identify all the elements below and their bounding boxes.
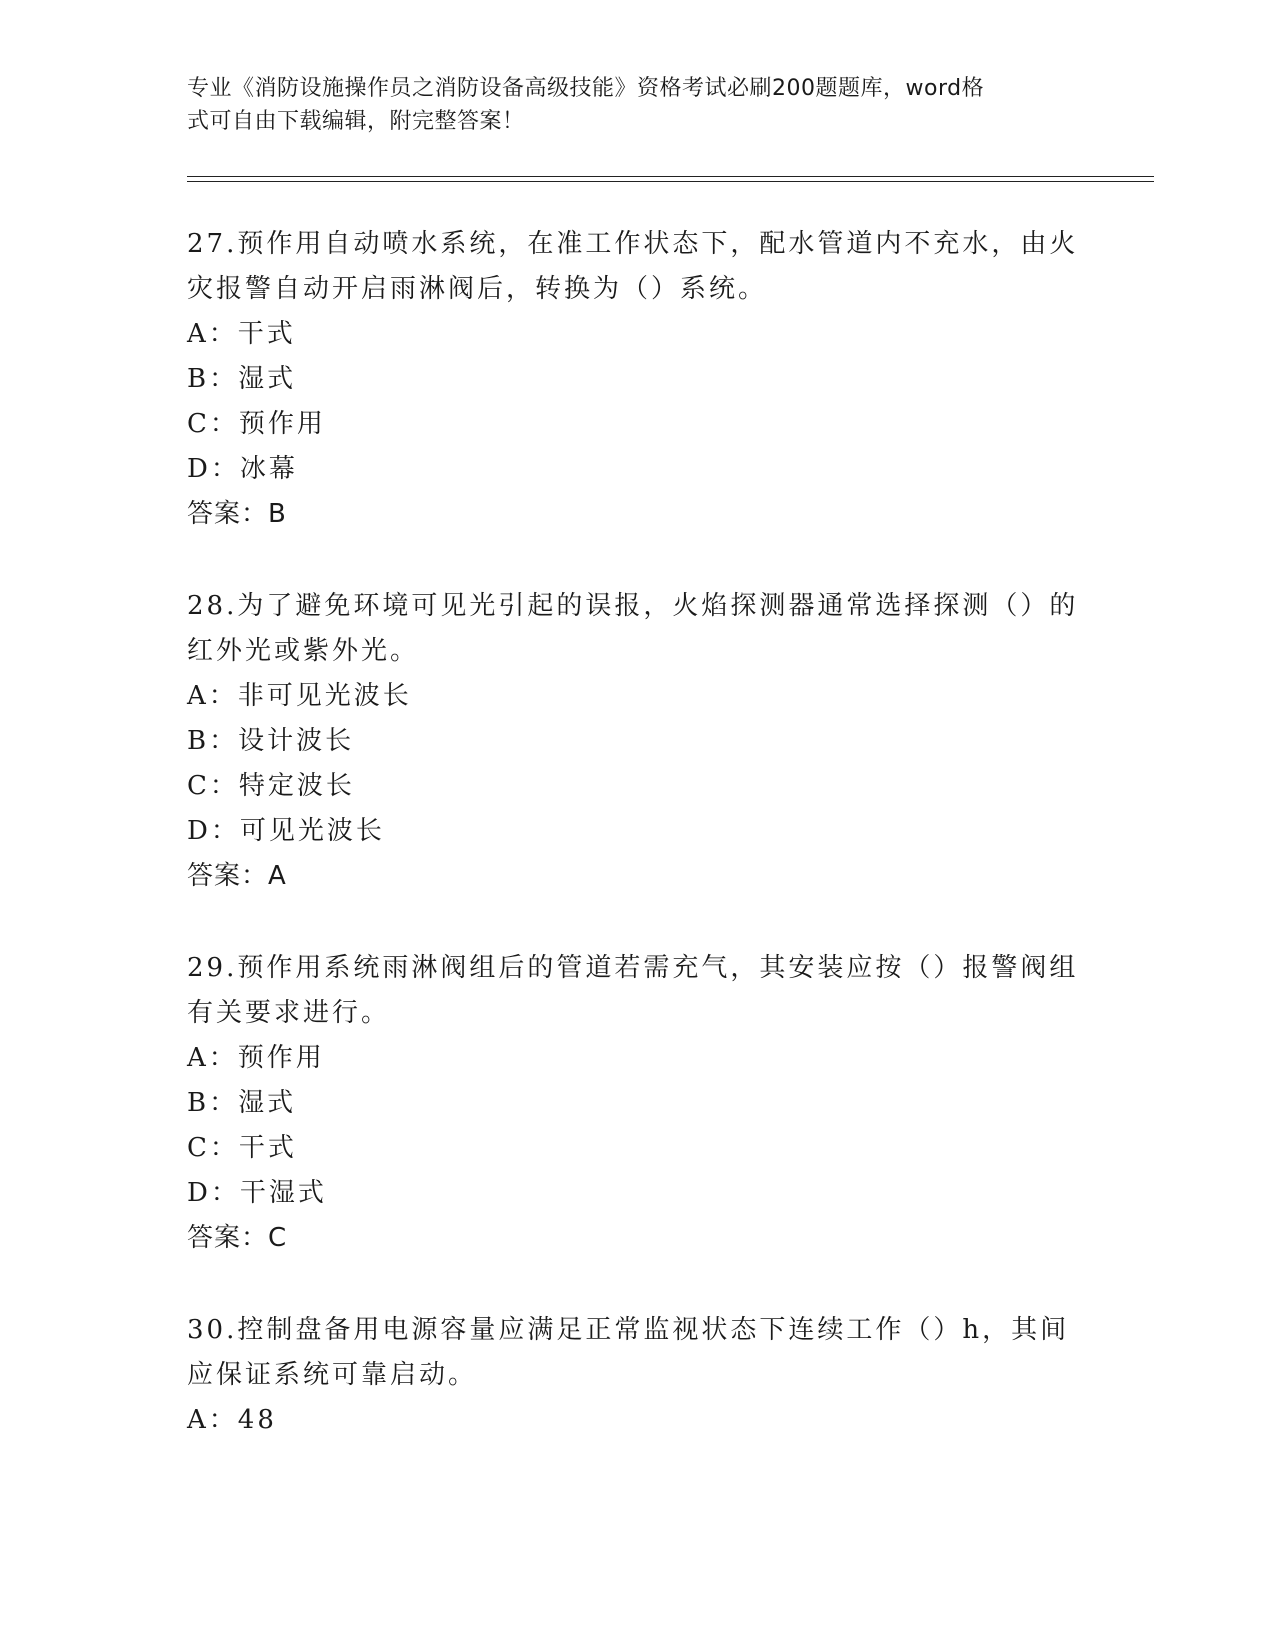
option-c: C：特定波长	[187, 771, 355, 801]
question-stem-line: 27.预作用自动喷水系统，在准工作状态下，配水管道内不充水，由火	[187, 229, 1079, 259]
option-a: A：非可见光波长	[187, 681, 412, 711]
header-line-1: 专业《消防设施操作员之消防设备高级技能》资格考试必刷200题题库，word格	[187, 76, 985, 101]
header-line-2: 式可自由下载编辑，附完整答案！	[187, 109, 525, 134]
option-d: D：冰幕	[187, 454, 298, 484]
question-stem	[187, 1308, 1087, 1398]
question-stem	[187, 946, 1087, 1036]
question-stem-line: 红外光或紫外光。	[187, 636, 420, 666]
question-stem	[187, 584, 1087, 674]
option-d: D：干湿式	[187, 1178, 327, 1208]
question-stem-line: 灾报警自动开启雨淋阀后，转换为（）系统。	[187, 274, 768, 304]
question-28	[187, 584, 1087, 899]
option-c: C：干式	[187, 1133, 297, 1163]
option-b: B：湿式	[187, 364, 297, 394]
question-30	[187, 1308, 1087, 1443]
option-b: B：湿式	[187, 1088, 297, 1118]
option-a: A：48	[187, 1405, 277, 1435]
question-stem	[187, 222, 1087, 312]
answer-line: 答案：B	[187, 499, 287, 529]
option-a: A：预作用	[187, 1043, 325, 1073]
question-stem-line: 应保证系统可靠启动。	[187, 1360, 478, 1390]
document-header	[187, 72, 1087, 138]
question-stem-line: 29.预作用系统雨淋阀组后的管道若需充气，其安装应按（）报警阀组	[187, 953, 1079, 983]
question-29	[187, 946, 1087, 1261]
question-27	[187, 222, 1087, 537]
option-b: B：设计波长	[187, 726, 355, 756]
question-stem-line: 有关要求进行。	[187, 998, 391, 1028]
question-stem-line: 30.控制盘备用电源容量应满足正常监视状态下连续工作（）h，其间	[187, 1315, 1070, 1345]
header-divider	[187, 176, 1154, 182]
question-stem-line: 28.为了避免环境可见光引起的误报，火焰探测器通常选择探测（）的	[187, 591, 1079, 621]
option-a: A：干式	[187, 319, 296, 349]
option-c: C：预作用	[187, 409, 326, 439]
answer-line: 答案：A	[187, 861, 287, 891]
answer-line: 答案：C	[187, 1223, 288, 1253]
option-d: D：可见光波长	[187, 816, 385, 846]
